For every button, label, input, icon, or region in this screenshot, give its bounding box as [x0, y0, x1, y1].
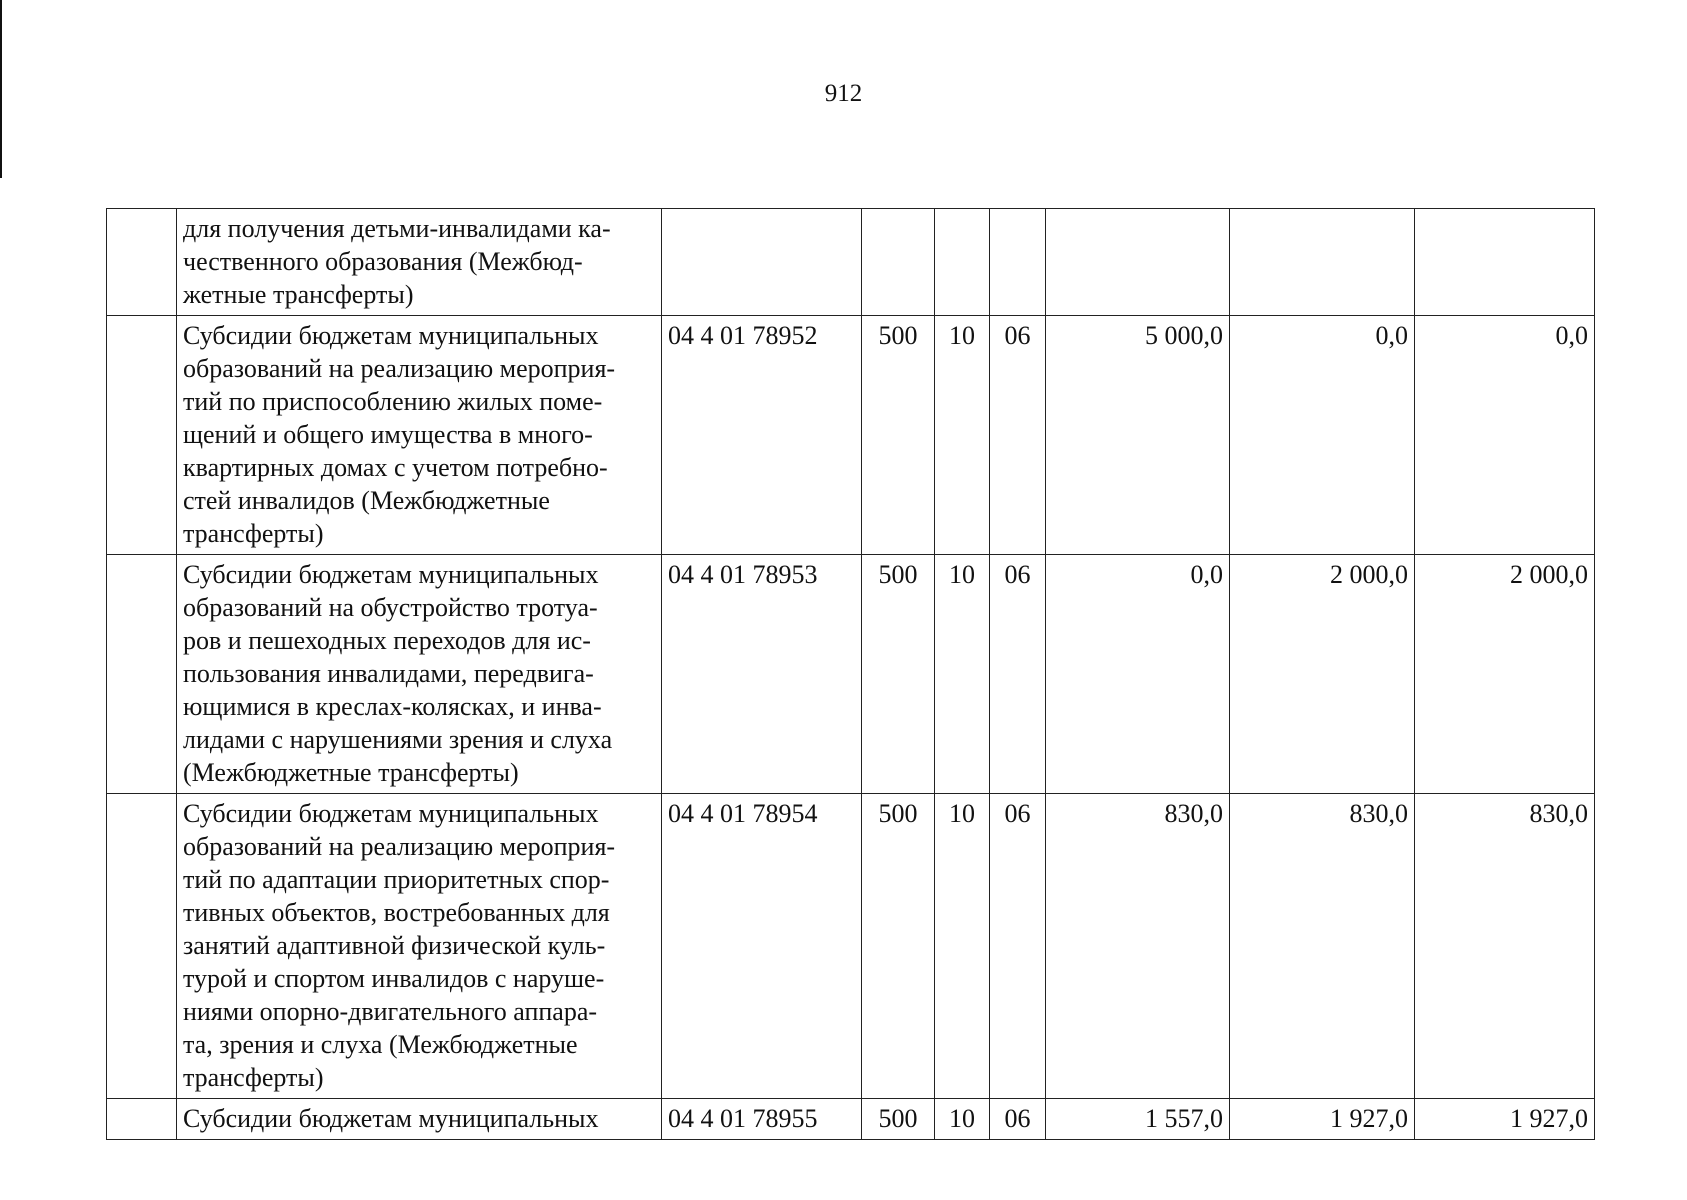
amount-year1-cell — [1046, 209, 1230, 316]
amount-year3-cell: 830,0 — [1415, 794, 1595, 1099]
row-number-cell — [107, 555, 177, 794]
table-row — [107, 209, 1595, 316]
target-code-cell: 04 4 01 78954 — [662, 794, 862, 1099]
amount-year2-cell: 2 000,0 — [1230, 555, 1415, 794]
section-cell: 10 — [935, 316, 990, 555]
amount-year2-cell — [1230, 209, 1415, 316]
expense-name-cell: Субсидии бюджетам муниципальных — [177, 1099, 662, 1140]
subsection-cell — [990, 209, 1046, 316]
expense-type-cell — [862, 209, 935, 316]
section-cell: 10 — [935, 555, 990, 794]
amount-year1-cell: 5 000,0 — [1046, 316, 1230, 555]
amount-year3-cell: 2 000,0 — [1415, 555, 1595, 794]
budget-table — [106, 208, 1595, 1140]
expense-type-cell: 500 — [862, 794, 935, 1099]
subsection-cell: 06 — [990, 555, 1046, 794]
expense-type-cell: 500 — [862, 555, 935, 794]
table-row — [107, 1099, 1595, 1140]
amount-year2-cell: 1 927,0 — [1230, 1099, 1415, 1140]
expense-type-cell: 500 — [862, 316, 935, 555]
expense-name-cell: Субсидии бюджетам муниципальных образований на реализацию мероприя- тий по адаптации приоритетных спор- тивных объектов, востребованных для занятий адаптивной физической куль- турой и спортом инвалидов с наруше- ниями опорно-двигательного аппара- та, зрения и слуха (Межбюджетные трансферты) — [177, 794, 662, 1099]
subsection-cell: 06 — [990, 794, 1046, 1099]
amount-year3-cell: 1 927,0 — [1415, 1099, 1595, 1140]
target-code-cell: 04 4 01 78955 — [662, 1099, 862, 1140]
target-code-cell: 04 4 01 78953 — [662, 555, 862, 794]
section-cell — [935, 209, 990, 316]
row-number-cell — [107, 1099, 177, 1140]
row-number-cell — [107, 209, 177, 316]
table-row — [107, 794, 1595, 1099]
target-code-cell: 04 4 01 78952 — [662, 316, 862, 555]
subsection-cell: 06 — [990, 1099, 1046, 1140]
expense-name-cell: Субсидии бюджетам муниципальных образований на обустройство тротуа- ров и пешеходных переходов для ис- пользования инвалидами, передвига- ющимися в креслах-колясках, и инва- лидами с нарушениями зрения и слуха (Межбюджетные трансферты) — [177, 555, 662, 794]
target-code-cell — [662, 209, 862, 316]
expense-type-cell: 500 — [862, 1099, 935, 1140]
row-number-cell — [107, 794, 177, 1099]
amount-year2-cell: 830,0 — [1230, 794, 1415, 1099]
expense-name-cell: Субсидии бюджетам муниципальных образований на реализацию мероприя- тий по приспособлению жилых поме- щений и общего имущества в много- квартирных домах с учетом потребно- стей инвалидов (Межбюджетные трансферты) — [177, 316, 662, 555]
amount-year1-cell: 1 557,0 — [1046, 1099, 1230, 1140]
table-row — [107, 555, 1595, 794]
amount-year1-cell: 830,0 — [1046, 794, 1230, 1099]
expense-name-cell: для получения детьми-инвалидами ка- чественного образования (Межбюд- жетные трансферты) — [177, 209, 662, 316]
amount-year2-cell: 0,0 — [1230, 316, 1415, 555]
amount-year1-cell: 0,0 — [1046, 555, 1230, 794]
amount-year3-cell: 0,0 — [1415, 316, 1595, 555]
row-number-cell — [107, 316, 177, 555]
subsection-cell: 06 — [990, 316, 1046, 555]
table-row — [107, 316, 1595, 555]
page-number: 912 — [824, 80, 863, 107]
section-cell: 10 — [935, 794, 990, 1099]
amount-year3-cell — [1415, 209, 1595, 316]
section-cell: 10 — [935, 1099, 990, 1140]
